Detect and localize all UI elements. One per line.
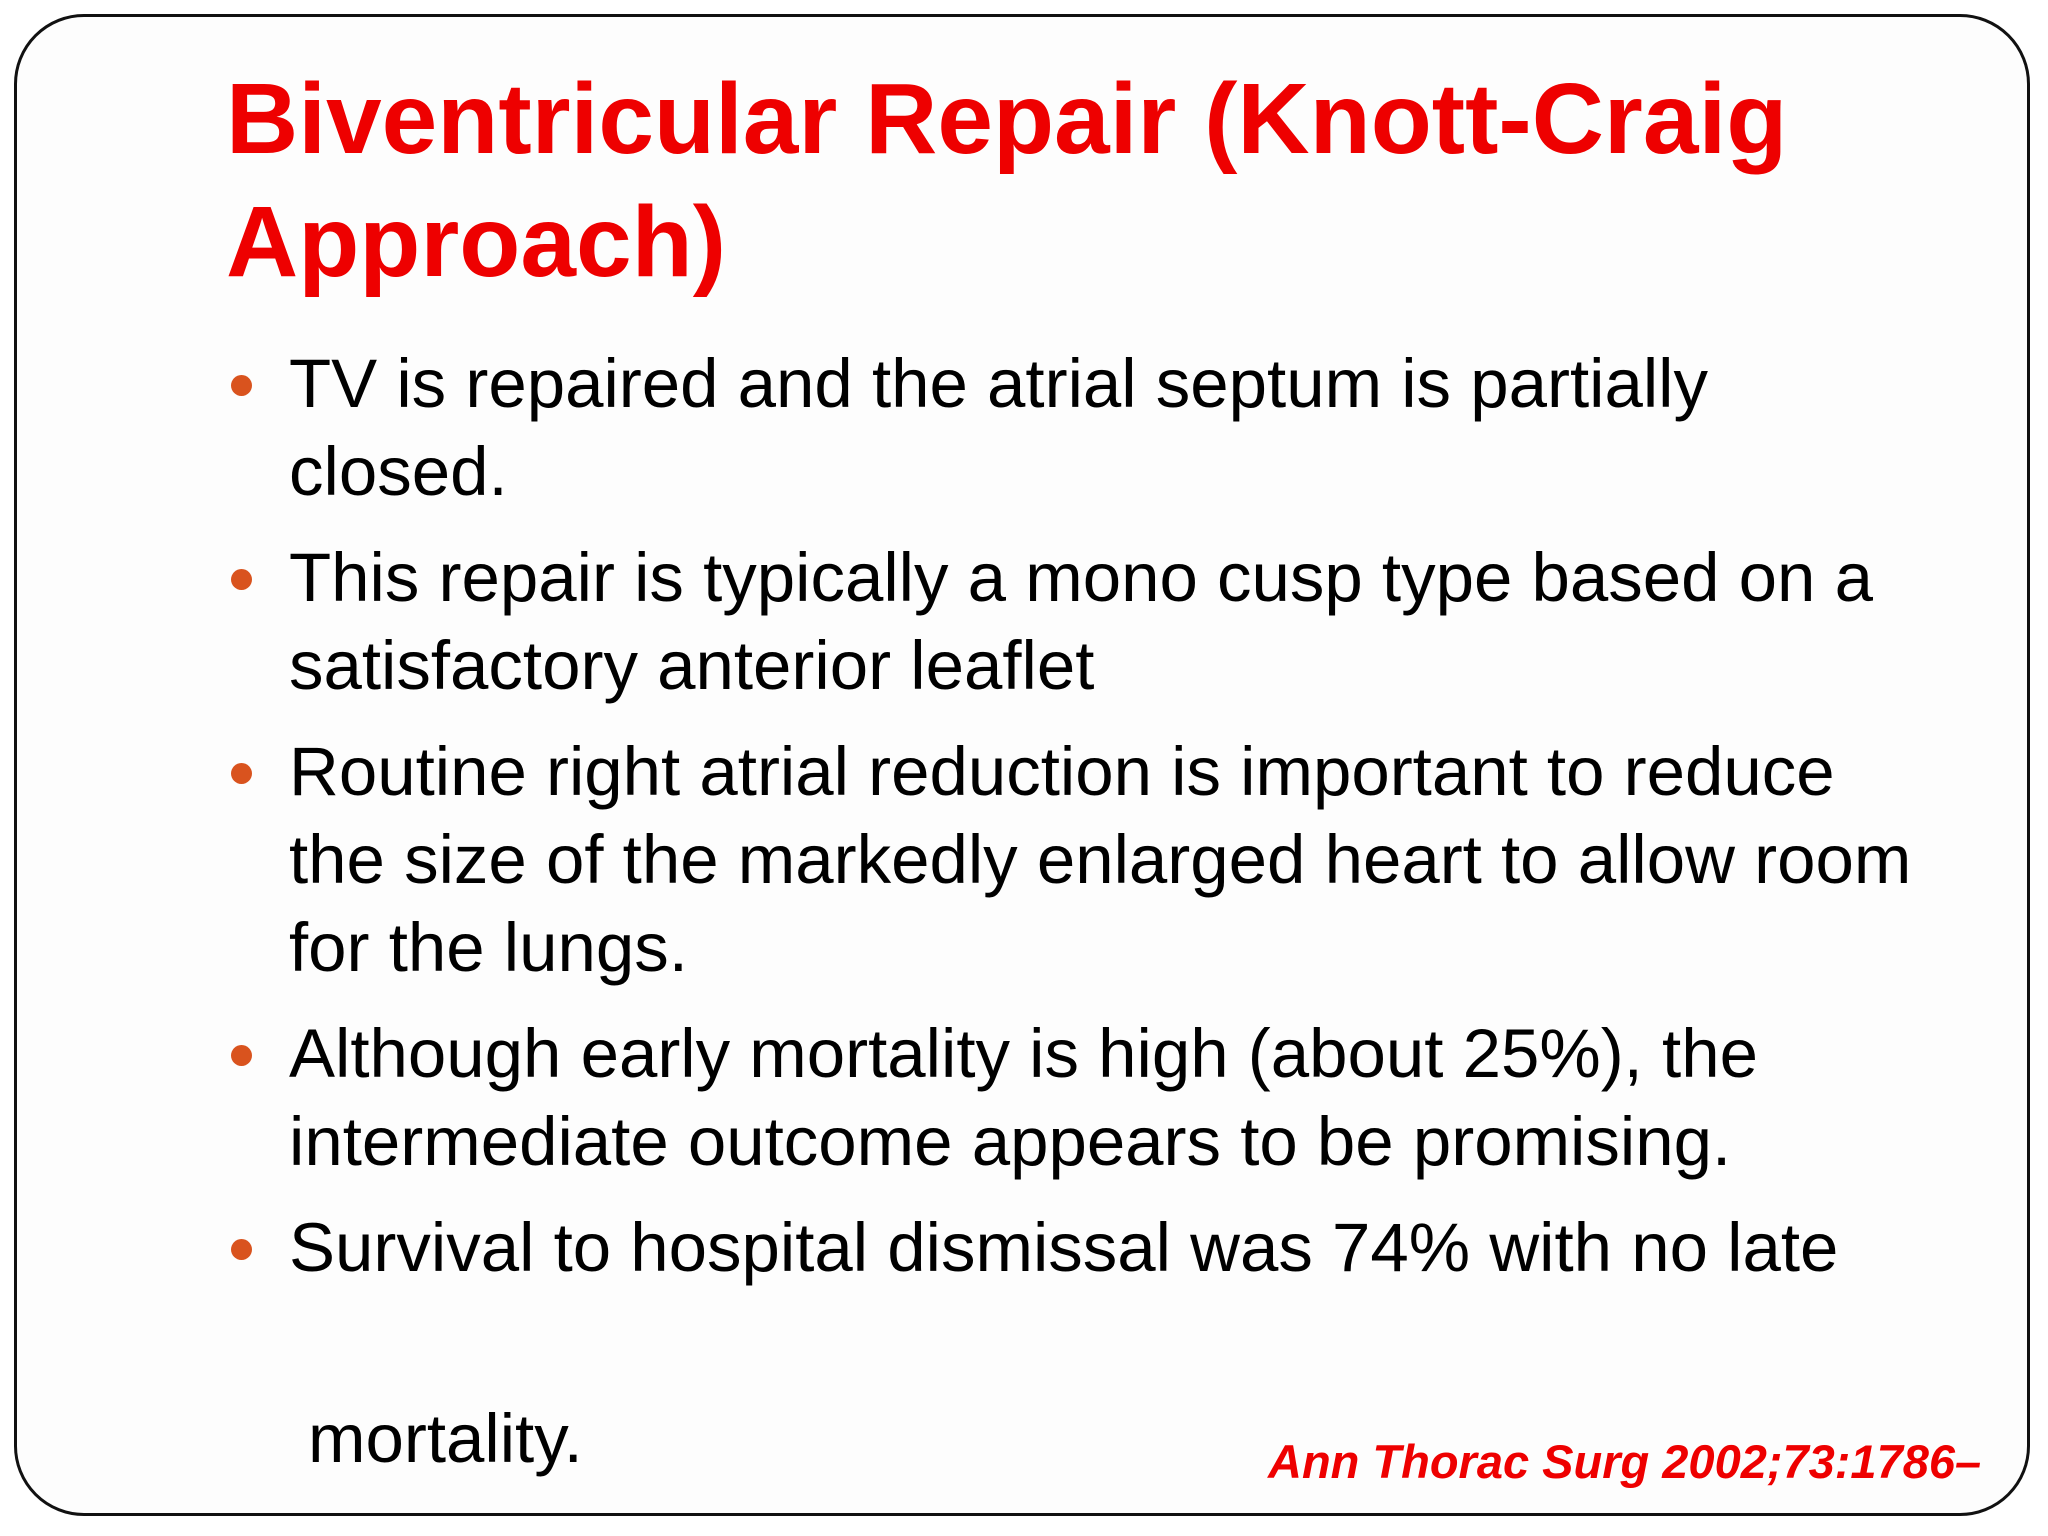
bullet-text: Survival to hospital dismissal was 74% with no late <box>289 1209 1839 1286</box>
citation: Ann Thorac Surg 2002;73:1786– <box>1268 1435 1982 1488</box>
bullet-item <box>226 728 1916 992</box>
bullet-marker-icon <box>231 375 252 396</box>
bullet-text: TV is repaired and the atrial septum is partially closed. <box>289 345 1708 510</box>
bullet-item <box>226 1010 1916 1186</box>
bullet-continuation: mortality. <box>308 1400 583 1477</box>
bullet-text: This repair is typically a mono cusp type based on a satisfactory anterior leaflet <box>289 539 1873 704</box>
bullet-marker-icon <box>231 763 252 784</box>
bullet-marker-icon <box>231 1239 252 1260</box>
bullet-text: Although early mortality is high (about 25%), the intermediate outcome appears to be promising. <box>289 1015 1758 1180</box>
bullet-marker-icon <box>231 1045 252 1066</box>
bullet-item <box>226 534 1916 710</box>
bullet-list <box>226 340 1916 1310</box>
slide-title: Biventricular Repair (Knott-Craig Approach) <box>226 63 1788 298</box>
bullet-marker-icon <box>231 569 252 590</box>
bullet-item <box>226 1204 1916 1292</box>
bullet-item <box>226 340 1916 516</box>
bullet-text: Routine right atrial reduction is important to reduce the size of the markedly enlarged heart to allow room for the lungs. <box>289 733 1912 986</box>
